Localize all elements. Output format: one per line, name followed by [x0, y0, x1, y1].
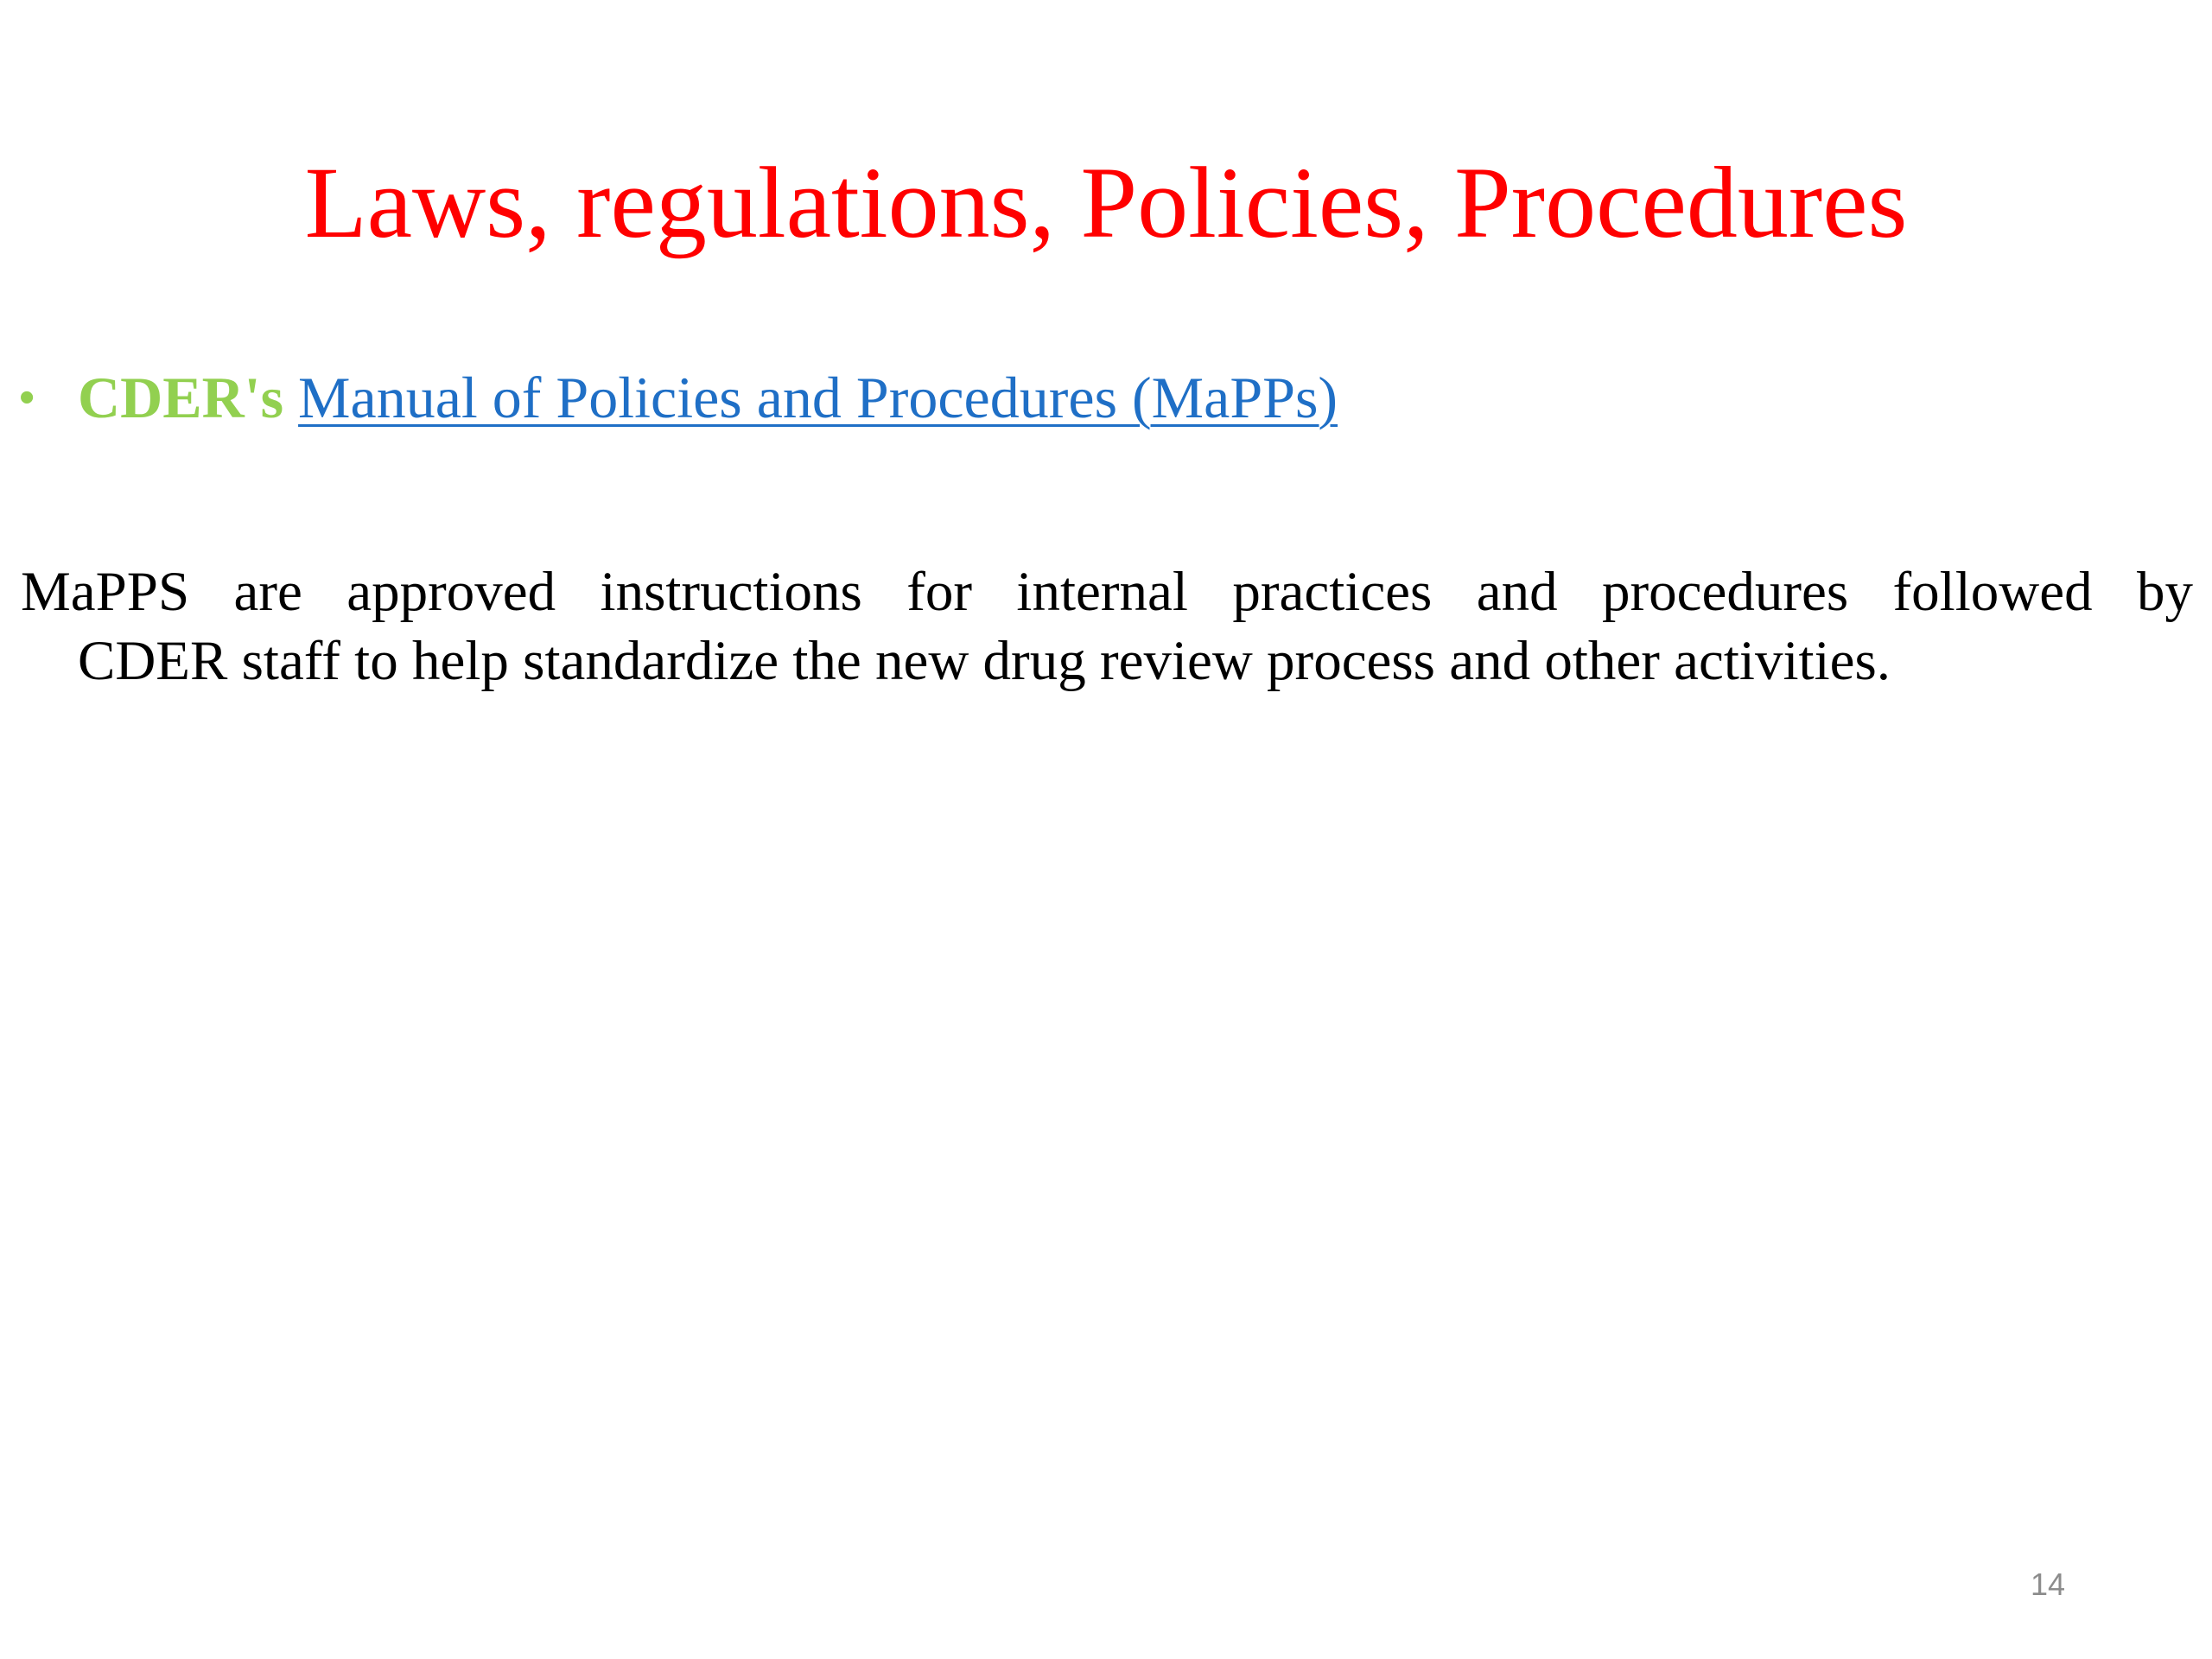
- body-paragraph: [21, 557, 2193, 696]
- bullet-item: [19, 359, 1338, 436]
- bullet-strong-text: CDER's: [78, 365, 284, 430]
- mapps-link[interactable]: Manual of Policies and Procedures (MaPPs): [298, 365, 1338, 430]
- page-number: 14: [2030, 1567, 2065, 1602]
- paragraph-line-2: CDER staff to help standardize the new drug review process and other activities.: [78, 630, 1891, 692]
- bullet-marker: •: [19, 372, 35, 423]
- paragraph-line-1: MaPPS are approved instructions for internal practices and procedures followed by: [21, 561, 2193, 623]
- slide-title: Laws, regulations, Policies, Procedures: [304, 146, 1908, 259]
